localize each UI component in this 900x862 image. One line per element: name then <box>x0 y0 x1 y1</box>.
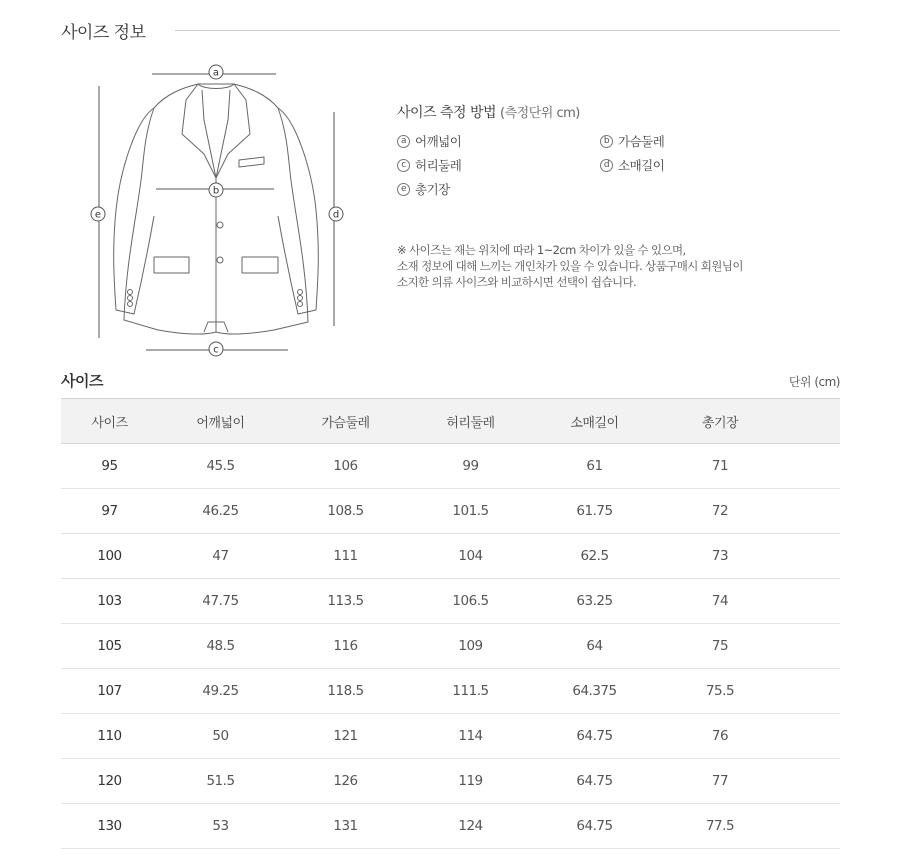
measurement-guide <box>397 102 817 290</box>
table-row: 97 46.25 108.5 101.5 61.75 72 <box>61 489 840 534</box>
table-row: 110 50 121 114 64.75 76 <box>61 714 840 759</box>
badge-a: a <box>212 67 220 79</box>
header-size: 사이즈 <box>61 399 158 444</box>
table-row: 105 48.5 116 109 64 75 <box>61 624 840 669</box>
size-table <box>61 398 840 849</box>
header-waist: 허리둘레 <box>408 399 533 444</box>
header-chest: 가슴둘레 <box>283 399 408 444</box>
table-header-row <box>61 399 840 444</box>
size-section-header <box>61 370 840 392</box>
legend-item-e: e 총기장 <box>397 180 450 198</box>
legend-item-c: c 허리둘레 <box>397 156 461 174</box>
legend-item-b: b 가슴둘레 <box>600 132 664 150</box>
header-shoulder: 어깨넓이 <box>158 399 283 444</box>
legend-badge-e: e <box>397 183 410 196</box>
badge-e: e <box>94 209 102 221</box>
legend-badge-b: b <box>600 135 613 148</box>
measure-legend <box>397 132 817 208</box>
size-section-title: 사이즈 <box>61 372 103 390</box>
jacket-diagram <box>86 60 356 360</box>
table-row: 107 49.25 118.5 111.5 64.375 75.5 <box>61 669 840 714</box>
size-info-header <box>61 18 840 44</box>
measure-title: 사이즈 측정 방법 (측정단위 cm) <box>397 105 580 121</box>
table-row: 100 47 111 104 62.5 73 <box>61 534 840 579</box>
header-length: 총기장 <box>656 399 784 444</box>
header-spacer <box>784 399 840 444</box>
title-divider <box>175 30 840 31</box>
header-sleeve: 소매길이 <box>533 399 656 444</box>
legend-badge-a: a <box>397 135 410 148</box>
jacket-illustration <box>86 60 356 360</box>
legend-badge-c: c <box>397 159 410 172</box>
badge-c: c <box>213 344 219 356</box>
table-row: 95 45.5 106 99 61 71 <box>61 444 840 489</box>
legend-badge-d: d <box>600 159 613 172</box>
badge-d: d <box>332 209 340 221</box>
legend-item-d: d 소매길이 <box>600 156 664 174</box>
page-title: 사이즈 정보 <box>61 23 146 43</box>
table-row: 120 51.5 126 119 64.75 77 <box>61 759 840 804</box>
table-row: 103 47.75 113.5 106.5 63.25 74 <box>61 579 840 624</box>
table-row: 130 53 131 124 64.75 77.5 <box>61 804 840 849</box>
measure-note: ※ 사이즈는 재는 위치에 따라 1~2cm 차이가 있을 수 있으며, 소재 정보에 대해 느끼는 개인차가 있을 수 있습니다. 상품구매시 회원님이 소지한 의류 사이즈와 비교하시면 선택이 쉽습니다. <box>397 243 743 289</box>
measure-unit: (측정단위 cm) <box>500 106 580 121</box>
badge-b: b <box>212 185 220 197</box>
legend-item-a: a 어깨넓이 <box>397 132 461 150</box>
size-section-unit: 단위 (cm) <box>788 375 840 389</box>
